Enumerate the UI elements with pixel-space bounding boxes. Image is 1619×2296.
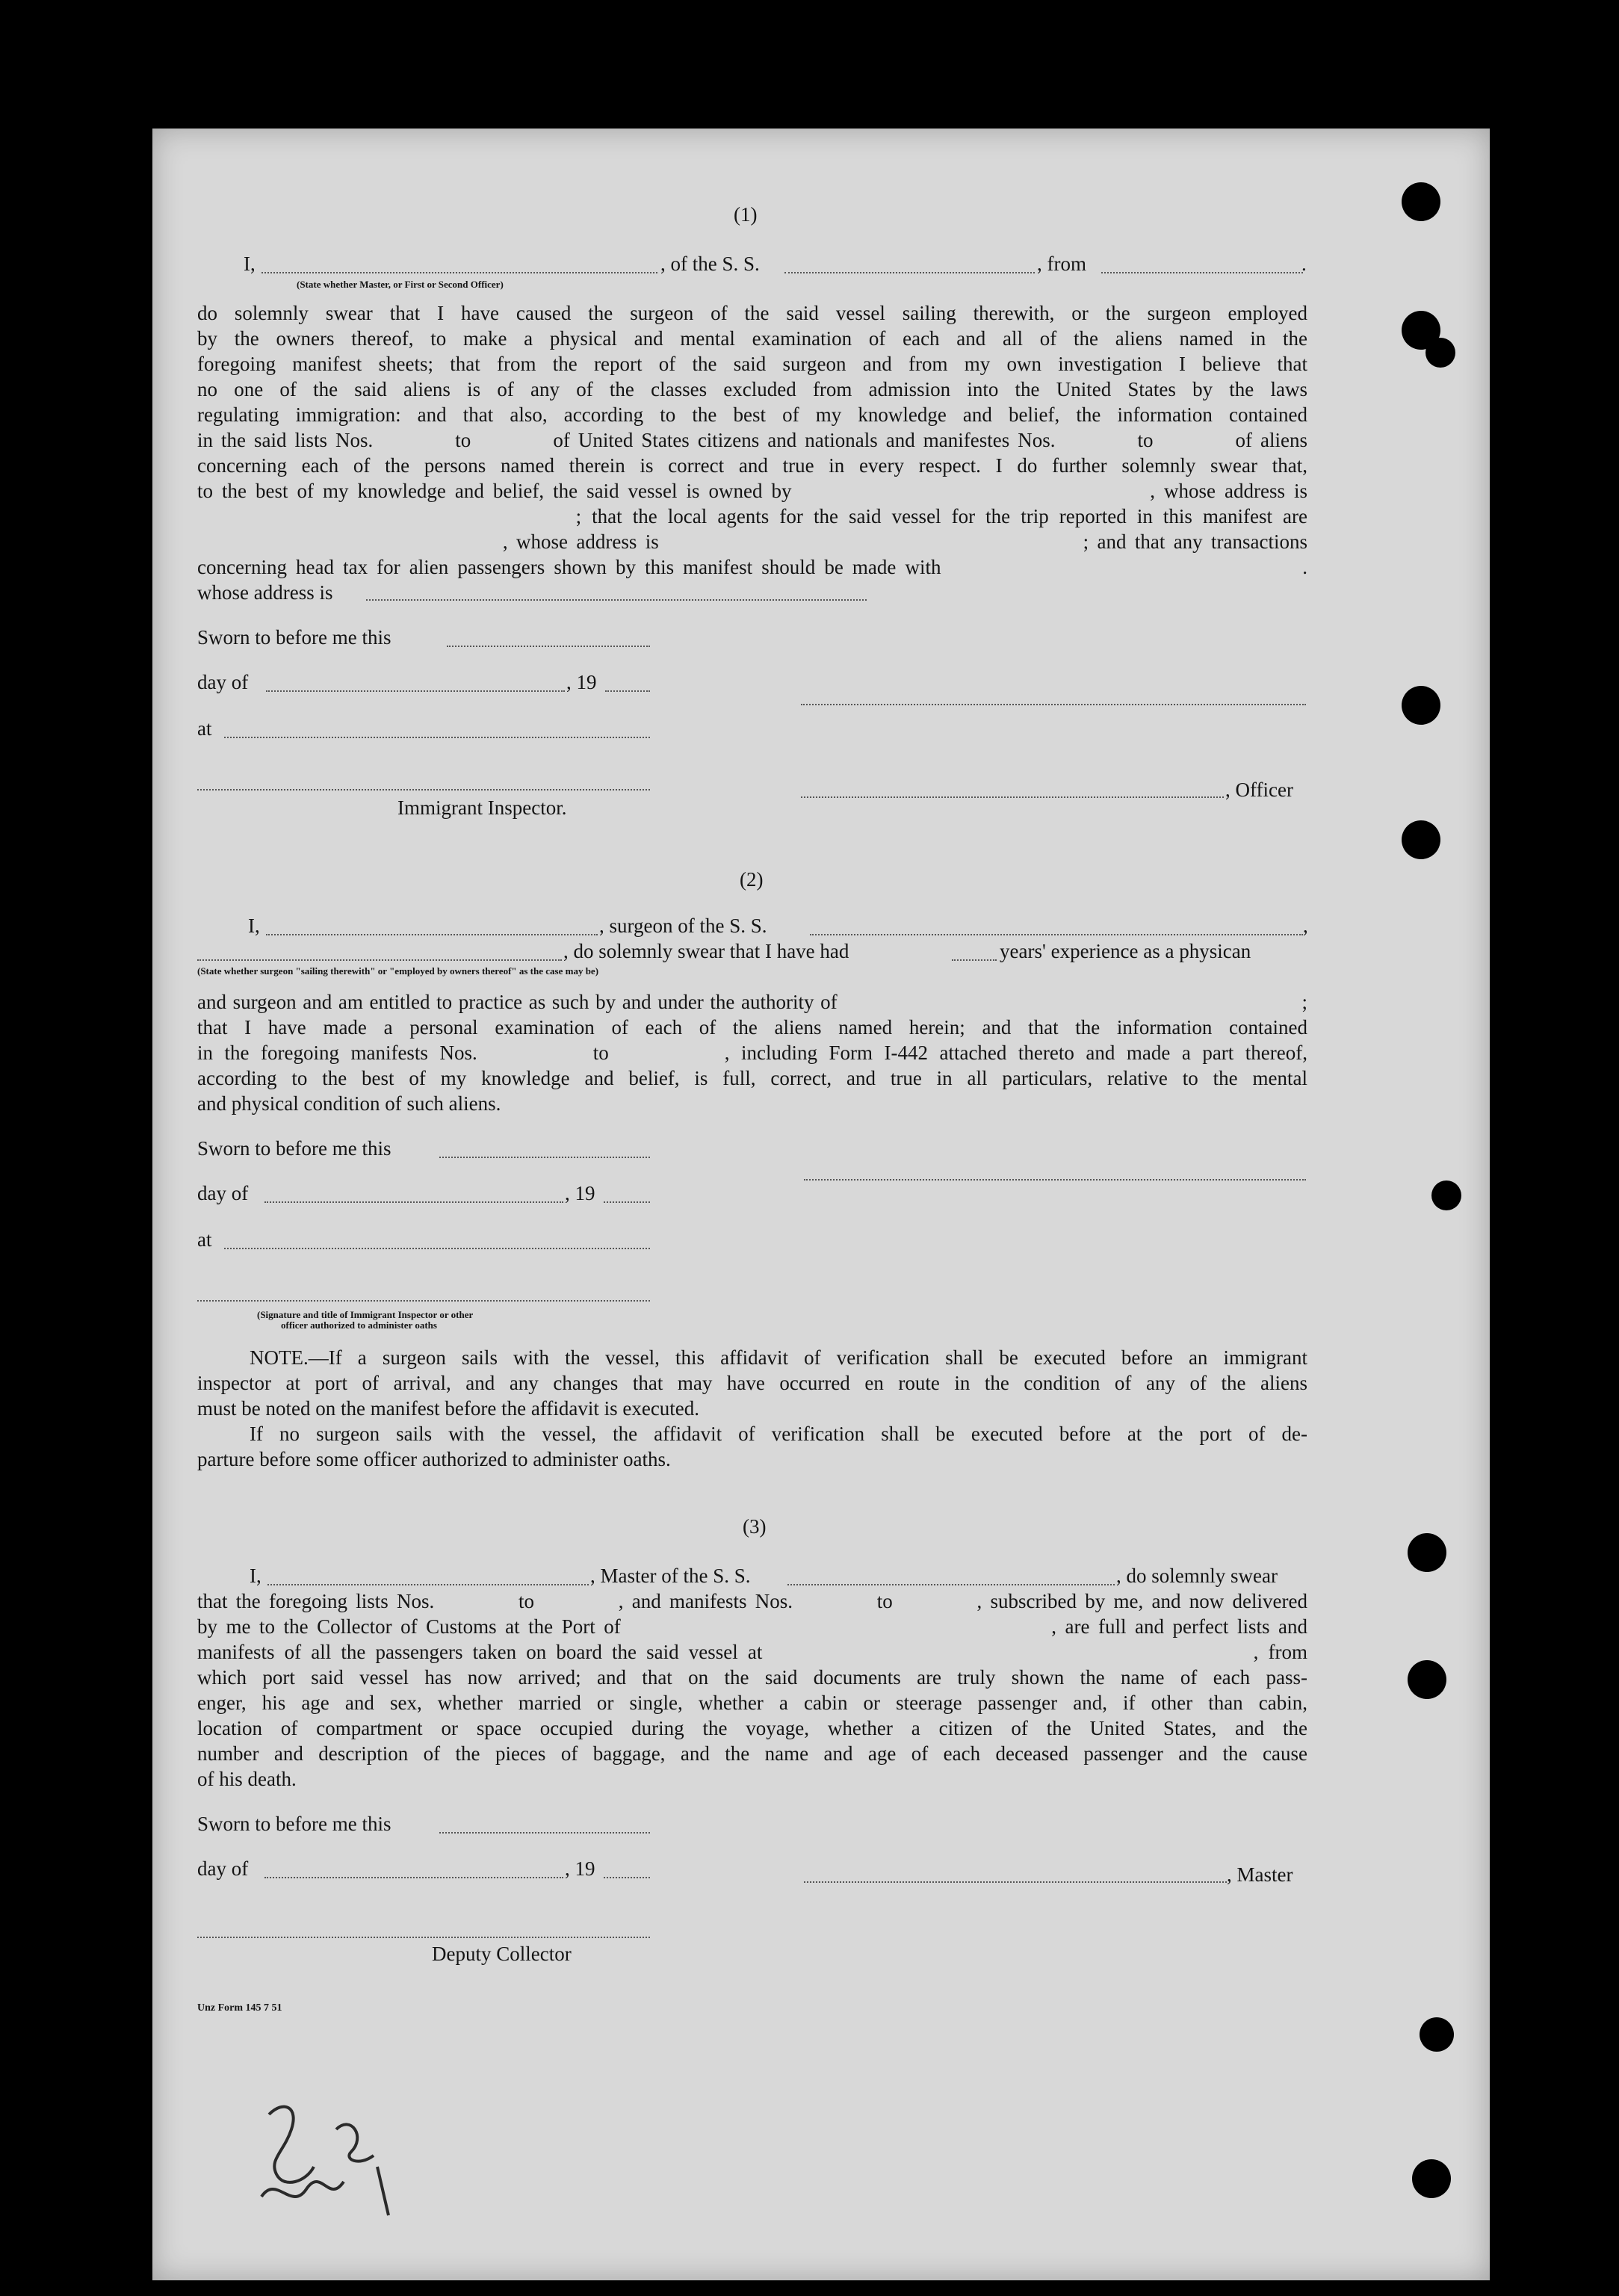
form-number: Unz Form 145 7 51: [197, 2002, 282, 2014]
s1-at-blank[interactable]: [224, 737, 650, 738]
s1-year-blank[interactable]: [605, 690, 650, 692]
s2-ship-blank[interactable]: [810, 934, 1303, 935]
punch-hole: [1408, 1533, 1446, 1572]
s1-period: .: [1301, 253, 1307, 275]
s2-solemnly: , do solemnly swear that I have had: [563, 940, 849, 962]
s3-last-line: of his death.: [197, 1768, 297, 1790]
s2-sig-top[interactable]: [804, 1179, 1306, 1181]
s1-officer-blank[interactable]: [261, 272, 657, 273]
s3-day-blank[interactable]: [264, 1877, 563, 1878]
s1-para-line: , whose address is ; and that any transactions: [197, 530, 1307, 553]
s2-sworn-blank[interactable]: [439, 1157, 650, 1158]
note-para2-last: parture before some officer authorized to administer oaths.: [197, 1448, 671, 1470]
s1-para-line: in the said lists Nos. to of United States citizens and nationals and manifestes Nos. to of aliens: [197, 429, 1307, 451]
s3-sworn-blank[interactable]: [439, 1832, 650, 1834]
section-3-number: (3): [743, 1515, 767, 1538]
s2-i-label: I,: [248, 915, 260, 937]
punch-hole: [1402, 686, 1440, 725]
s1-nineteen: , 19: [566, 671, 597, 693]
s1-at: at: [197, 717, 212, 740]
s1-para-line: to the best of my knowledge and belief, the said vessel is owned by , whose address is: [197, 480, 1307, 502]
note-line: inspector at port of arrival, and any changes that may have occurred en route in the condition of any of the aliens: [197, 1372, 1307, 1394]
s1-i-label: I,: [244, 253, 256, 275]
note-para2: If no surgeon sails with the vessel, the affidavit of verification shall be executed before at the port of de-: [250, 1423, 1307, 1445]
s3-para-line: that the foregoing lists Nos. to , and manifests Nos. to , subscribed by me, and now delivered: [197, 1590, 1307, 1612]
s2-surgeon-of: , surgeon of the S. S.: [599, 915, 767, 937]
s1-officer-sig-top[interactable]: [801, 704, 1306, 705]
s2-years: years' experience as a physican: [1000, 940, 1251, 962]
section-2-number: (2): [740, 868, 764, 891]
punch-hole: [1420, 2017, 1454, 2052]
s1-from-blank[interactable]: [1101, 272, 1303, 273]
s3-para-line: enger, his age and sex, whether married or single, whether a cabin or steerage passenger and, if other than cabin,: [197, 1692, 1307, 1714]
s2-day-of: day of: [197, 1182, 249, 1204]
s3-ship-blank[interactable]: [787, 1584, 1115, 1585]
s3-deputy-label: Deputy Collector: [432, 1943, 572, 1965]
s3-master-label: , Master: [1227, 1863, 1293, 1886]
s2-comma: ,: [1303, 915, 1308, 937]
s1-inspector-sig[interactable]: [197, 789, 650, 790]
s3-master-sig[interactable]: [804, 1881, 1227, 1883]
s1-para-line: do solemnly swear that I have caused the surgeon of the said vessel sailing therewith, or the surgeon employed: [197, 302, 1307, 324]
s1-para-line: foregoing manifest sheets; that from the report of the said surgeon and from my own investigation I believe that: [197, 353, 1307, 375]
s3-para-line: which port said vessel has now arrived; and that on the said documents are truly shown the name of each pass-: [197, 1666, 1307, 1689]
s2-day-blank[interactable]: [264, 1201, 563, 1203]
s3-para-line: location of compartment or space occupied during the voyage, whether a citizen of the United States, and the: [197, 1717, 1307, 1739]
s1-officer-sig[interactable]: [801, 796, 1224, 798]
s3-para-line: number and description of the pieces of baggage, and the name and age of each deceased passenger and the cause: [197, 1742, 1307, 1765]
s3-nineteen: , 19: [565, 1857, 595, 1880]
handwritten-mark: [247, 2085, 411, 2227]
s2-surgeon-blank[interactable]: [266, 934, 598, 935]
punch-hole: [1402, 182, 1440, 221]
note-line: NOTE.—If a surgeon sails with the vessel, this affidavit of verification shall be executed before an immigrant: [250, 1346, 1307, 1369]
s2-nineteen: , 19: [565, 1182, 595, 1204]
s1-para-line: ; that the local agents for the said vessel for the trip reported in this manifest are: [197, 505, 1307, 527]
s3-day-of: day of: [197, 1857, 249, 1880]
s1-inspector-label: Immigrant Inspector.: [397, 796, 567, 819]
s1-whose-address-blank[interactable]: [366, 599, 867, 601]
s3-master-of: , Master of the S. S.: [590, 1565, 751, 1587]
s3-i-label: I,: [250, 1565, 261, 1587]
s1-para-line: regulating immigration: and that also, according to the best of my knowledge and belief, the information contained: [197, 403, 1307, 426]
s2-para-line: in the foregoing manifests Nos. to , including Form I-442 attached thereto and made a part thereof,: [197, 1042, 1307, 1064]
s2-sig-note-1: (Signature and title of Immigrant Inspector or other: [257, 1309, 474, 1320]
s2-sig-note-2: officer authorized to administer oaths: [281, 1319, 437, 1331]
punch-hole: [1408, 1660, 1446, 1699]
punch-hole: [1412, 2159, 1451, 2198]
s1-day-of: day of: [197, 671, 249, 693]
s3-year-blank[interactable]: [604, 1877, 650, 1878]
s1-para-line: concerning each of the persons named therein is correct and true in every respect. I do further solemnly swear that,: [197, 454, 1307, 477]
s2-at-blank[interactable]: [224, 1248, 650, 1249]
s3-para-line: by me to the Collector of Customs at the Port of , are full and perfect lists and: [197, 1615, 1307, 1638]
s1-para-line: no one of the said aliens is of any of the classes excluded from admission into the United States by the laws: [197, 378, 1307, 400]
section-1-number: (1): [734, 203, 758, 226]
s2-surgeon-note: (State whether surgeon "sailing therewith" or "employed by owners thereof" as the case may be): [197, 965, 599, 977]
punch-hole: [1431, 1181, 1461, 1210]
s1-para-line: by the owners thereof, to make a physical and mental examination of each and all of the aliens named in the: [197, 327, 1307, 350]
note-line-last: must be noted on the manifest before the affidavit is executed.: [197, 1397, 700, 1420]
s1-whose-address: whose address is: [197, 581, 333, 604]
s1-from-label: , from: [1037, 253, 1086, 275]
s3-sworn: Sworn to before me this: [197, 1813, 391, 1835]
s1-of-ss-label: , of the S. S.: [660, 253, 760, 275]
s2-last-line: and physical condition of such aliens.: [197, 1092, 501, 1115]
s3-solemnly: , do solemnly swear: [1116, 1565, 1278, 1587]
s1-day-blank[interactable]: [266, 690, 565, 692]
s2-inspector-sig[interactable]: [197, 1300, 650, 1302]
s2-sworn: Sworn to before me this: [197, 1137, 391, 1160]
s1-para-line: concerning head tax for alien passengers shown by this manifest should be made with .: [197, 556, 1307, 578]
s2-years-blank[interactable]: [952, 959, 997, 961]
s3-para-line: manifests of all the passengers taken on board the said vessel at , from: [197, 1641, 1307, 1663]
s2-para-line: and surgeon and am entitled to practice as such by and under the authority of ;: [197, 991, 1307, 1013]
s3-master-blank[interactable]: [267, 1584, 589, 1585]
s2-para-line: according to the best of my knowledge and belief, is full, correct, and true in all particulars, relative to the mental: [197, 1067, 1307, 1089]
s3-deputy-sig[interactable]: [197, 1937, 650, 1938]
s1-ship-blank[interactable]: [784, 272, 1035, 273]
s1-officer-label: , Officer: [1225, 779, 1293, 801]
punch-hole: [1425, 338, 1455, 368]
s1-sworn: Sworn to before me this: [197, 626, 391, 649]
s2-year-blank[interactable]: [604, 1201, 650, 1203]
s2-para-line: that I have made a personal examination of each of the aliens named herein; and that the information contained: [197, 1016, 1307, 1039]
s1-officer-note: (State whether Master, or First or Second Officer): [297, 279, 504, 290]
punch-hole: [1402, 820, 1440, 859]
s2-at: at: [197, 1228, 212, 1251]
s1-sworn-blank[interactable]: [447, 646, 650, 647]
s2-line2-blank[interactable]: [197, 959, 562, 961]
